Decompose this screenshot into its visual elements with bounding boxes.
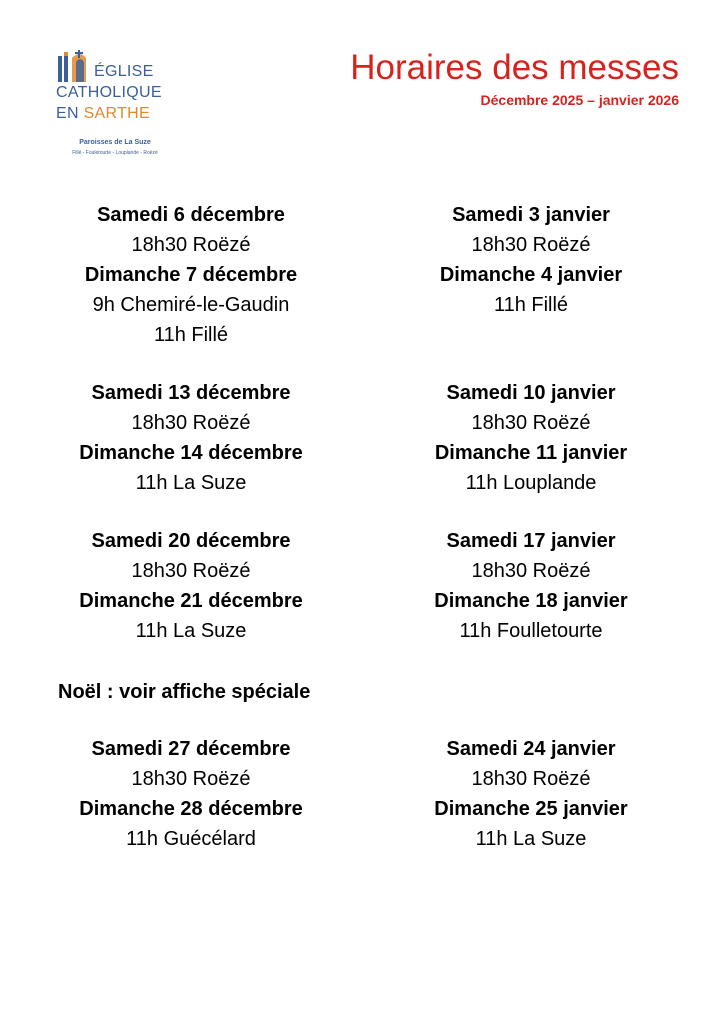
mass-time: 11h Guécélard — [126, 828, 256, 850]
mass-time: 11h Fillé — [493, 294, 569, 316]
sunday-label: Dimanche 21 décembre — [79, 590, 303, 612]
logo-line-catholique: CATHOLIQUE — [56, 84, 162, 101]
mass-time: 18h30 Roëzé — [471, 560, 591, 582]
weekend-block — [366, 526, 696, 734]
mass-time: 11h Fillé — [153, 324, 229, 346]
mass-time: 9h Chemiré-le-Gaudin — [92, 294, 290, 316]
sunday-label: Dimanche 7 décembre — [84, 264, 298, 286]
weekend-block — [26, 200, 356, 378]
saturday-label: Samedi 6 décembre — [97, 204, 285, 226]
weekend-block — [366, 378, 696, 526]
mass-time: 11h La Suze — [475, 828, 587, 850]
weekend-block — [26, 734, 356, 854]
mass-time: 18h30 Roëzé — [471, 234, 591, 256]
logo-subtitle — [50, 138, 180, 158]
saturday-label: Samedi 17 janvier — [446, 530, 616, 552]
mass-time: 11h La Suze — [135, 472, 247, 494]
weekend-block — [26, 378, 356, 526]
saturday-label: Samedi 24 janvier — [446, 738, 616, 760]
sunday-label: Dimanche 25 janvier — [434, 798, 628, 820]
mass-time: 18h30 Roëzé — [131, 560, 251, 582]
page-subtitle: Décembre 2025 – janvier 2026 — [480, 92, 679, 108]
parish-logo — [50, 42, 180, 160]
saturday-label: Samedi 27 décembre — [91, 738, 291, 760]
mass-time: 18h30 Roëzé — [471, 768, 591, 790]
logo-parish-list: Fillé - Fouletourte - Louplande - Roëzé — [72, 150, 158, 156]
saturday-label: Samedi 3 janvier — [452, 204, 610, 226]
weekend-block — [366, 734, 696, 854]
mass-time: 11h Louplande — [465, 472, 597, 494]
december-schedule — [26, 200, 356, 854]
saturday-label: Samedi 20 décembre — [91, 530, 291, 552]
saturday-label: Samedi 13 décembre — [91, 382, 291, 404]
logo-parishes: Paroisses de La Suze — [79, 139, 151, 146]
sunday-label: Dimanche 28 décembre — [79, 798, 303, 820]
christmas-note: Noël : voir affiche spéciale — [58, 681, 311, 703]
logo-line-eglise: ÉGLISE — [94, 63, 154, 80]
sunday-label: Dimanche 4 janvier — [439, 264, 623, 286]
mass-time: 18h30 Roëzé — [131, 234, 251, 256]
sunday-label: Dimanche 18 janvier — [434, 590, 628, 612]
page-title: Horaires des messes — [350, 48, 679, 87]
mass-time: 11h Foulletourte — [459, 620, 603, 642]
mass-time: 18h30 Roëzé — [471, 412, 591, 434]
logo-line-en-sarthe — [56, 104, 150, 124]
january-schedule — [366, 200, 696, 854]
logo-line-en: EN — [56, 105, 84, 122]
logo-line-sarthe: SARTHE — [83, 105, 150, 122]
mass-time: 18h30 Roëzé — [131, 768, 251, 790]
sunday-label: Dimanche 14 décembre — [79, 442, 303, 464]
saturday-label: Samedi 10 janvier — [446, 382, 616, 404]
weekend-block — [366, 200, 696, 378]
mass-time: 18h30 Roëzé — [131, 412, 251, 434]
mass-time: 11h La Suze — [135, 620, 247, 642]
sunday-label: Dimanche 11 janvier — [434, 442, 628, 464]
